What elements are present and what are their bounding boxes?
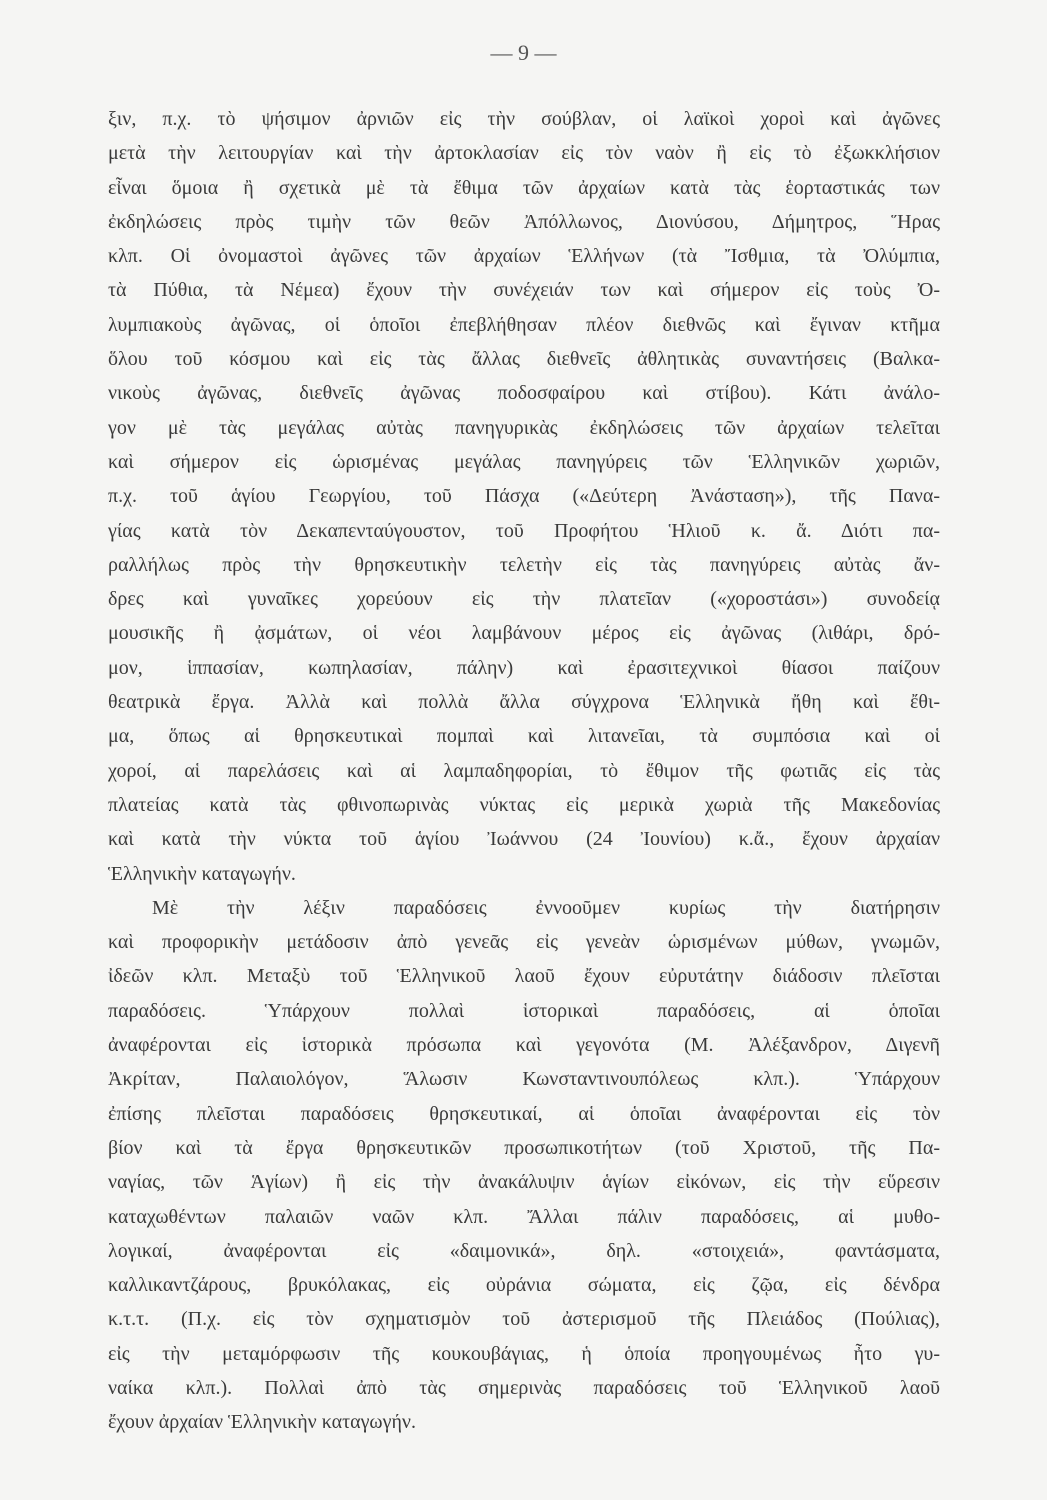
text-line: ξιν, π.χ. τὸ ψήσιμον ἀρνιῶν εἰς τὴν σούβλαν, οἱ λαϊκοὶ χοροὶ καὶ ἀγῶνες: [108, 108, 940, 130]
text-line: Μὲ τὴν λέξιν παραδόσεις ἐννοοῦμεν κυρίως τὴν διατήρησιν: [152, 896, 940, 919]
text-line: παραδόσεις. Ὑπάρχουν πολλαὶ ἱστορικαὶ παραδόσεις, αἱ ὁποῖαι: [108, 999, 940, 1022]
text-line: γον μὲ τὰς μεγάλας αὐτὰς πανηγυρικὰς ἐκδηλώσεις τῶν ἀρχαίων τελεῖται: [108, 416, 940, 439]
text-line: π.χ. τοῦ ἁγίου Γεωργίου, τοῦ Πάσχα («Δεύτερη Ἀνάσταση»), τῆς Πανα-: [108, 485, 940, 508]
text-line: ραλλήλως πρὸς τὴν θρησκευτικὴν τελετὴν εἰς τὰς πανηγύρεις αὐτὰς ἄν-: [108, 553, 940, 576]
text-line: μα, ὅπως αἱ θρησκευτικαὶ πομπαὶ καὶ λιτανεῖαι, τὰ συμπόσια καὶ οἱ: [108, 725, 940, 748]
text-line: μετὰ τὴν λειτουργίαν καὶ τὴν ἀρτοκλασίαν εἰς τὸν ναὸν ἢ εἰς τὸ ἐξωκκλήσιον: [108, 142, 940, 165]
text-line: κ.τ.τ. (Π.χ. εἰς τὸν σχηματισμὸν τοῦ ἀστερισμοῦ τῆς Πλειάδος (Πούλιας),: [108, 1308, 940, 1331]
text-line: ναίκα κλπ.). Πολλαὶ ἀπὸ τὰς σημερινὰς παραδόσεις τοῦ Ἑλληνικοῦ λαοῦ: [108, 1376, 940, 1399]
text-line: καταχωθέντων παλαιῶν ναῶν κλπ. Ἄλλαι πάλιν παραδόσεις, αἱ μυθο-: [108, 1205, 940, 1228]
body-text: [108, 102, 940, 1440]
text-line: ἔχουν ἀρχαίαν Ἑλληνικὴν καταγωγήν.: [108, 1411, 416, 1434]
page-number: — 9 —: [490, 40, 557, 65]
text-line: ὅλου τοῦ κόσμου καὶ εἰς τὰς ἄλλας διεθνεῖς ἀθλητικὰς συναντήσεις (Βαλκα-: [108, 348, 940, 371]
text-line: λογικαί, ἀναφέρονται εἰς «δαιμονικά», δηλ. «στοιχειά», φαντάσματα,: [108, 1239, 940, 1262]
text-line: Ἑλληνικὴν καταγωγήν.: [108, 862, 296, 885]
text-line: Ἀκρίταν, Παλαιολόγον, Ἅλωσιν Κωνσταντινουπόλεως κλπ.). Ὑπάρχουν: [108, 1068, 940, 1091]
text-line: καλλικαντζάρους, βρυκόλακας, εἰς οὐράνια σώματα, εἰς ζῷα, εἰς δένδρα: [108, 1274, 940, 1297]
text-line: θεατρικὰ ἔργα. Ἀλλὰ καὶ πολλὰ ἄλλα σύγχρονα Ἑλληνικὰ ἤθη καὶ ἔθι-: [108, 691, 940, 714]
paragraph-2: [108, 891, 940, 1440]
text-line: ἐπίσης πλεῖσται παραδόσεις θρησκευτικαί, αἱ ὁποῖαι ἀναφέρονται εἰς τὸν: [108, 1102, 940, 1125]
text-line: μουσικῆς ἢ ᾀσμάτων, οἱ νέοι λαμβάνουν μέρος εἰς ἀγῶνας (λιθάρι, δρό-: [108, 622, 940, 645]
text-line: εἰς τὴν μεταμόρφωσιν τῆς κουκουβάγιας, ἡ ὁποία προηγουμένως ἦτο γυ-: [108, 1342, 940, 1365]
text-line: νικοὺς ἀγῶνας, διεθνεῖς ἀγῶνας ποδοσφαίρου καὶ στίβου). Κάτι ἀνάλο-: [108, 382, 940, 405]
text-line: ἐκδηλώσεις πρὸς τιμὴν τῶν θεῶν Ἀπόλλωνος, Διονύσου, Δήμητρος, Ἥρας: [108, 210, 940, 233]
text-line: ἰδεῶν κλπ. Μεταξὺ τοῦ Ἑλληνικοῦ λαοῦ ἔχουν εὐρυτάτην διάδοσιν πλεῖσται: [108, 965, 940, 988]
text-line: λυμπιακοὺς ἀγῶνας, οἱ ὁποῖοι ἐπεβλήθησαν πλέον διεθνῶς καὶ ἔγιναν κτῆμα: [108, 313, 940, 336]
text-line: γίας κατὰ τὸν Δεκαπενταύγουστον, τοῦ Προφήτου Ἡλιοῦ κ. ἄ. Διότι πα-: [108, 519, 940, 542]
text-line: καὶ προφορικὴν μετάδοσιν ἀπὸ γενεᾶς εἰς γενεὰν ὡρισμένων μύθων, γνωμῶν,: [108, 931, 940, 954]
text-line: μον, ἱππασίαν, κωπηλασίαν, πάλην) καὶ ἐρασιτεχνικοὶ θίασοι παίζουν: [108, 656, 940, 679]
text-line: καὶ κατὰ τὴν νύκτα τοῦ ἁγίου Ἰωάννου (24 Ἰουνίου) κ.ἄ., ἔχουν ἀρχαίαν: [108, 828, 940, 851]
text-line: βίον καὶ τὰ ἔργα θρησκευτικῶν προσωπικοτήτων (τοῦ Χριστοῦ, τῆς Πα-: [108, 1136, 940, 1159]
text-line: τὰ Πύθια, τὰ Νέμεα) ἔχουν τὴν συνέχειάν των καὶ σήμερον εἰς τοὺς Ὀ-: [108, 279, 940, 302]
text-line: πλατείας κατὰ τὰς φθινοπωρινὰς νύκτας εἰς μερικὰ χωριὰ τῆς Μακεδονίας: [108, 793, 940, 816]
text-line: ναγίας, τῶν Ἁγίων) ἢ εἰς τὴν ἀνακάλυψιν ἁγίων εἰκόνων, εἰς τὴν εὕρεσιν: [108, 1171, 940, 1194]
paragraph-1: [108, 102, 940, 891]
text-line: ἀναφέρονται εἰς ἱστορικὰ πρόσωπα καὶ γεγονότα (Μ. Ἀλέξανδρον, Διγενῆ: [108, 1034, 940, 1057]
text-line: κλπ. Οἱ ὀνομαστοὶ ἀγῶνες τῶν ἀρχαίων Ἑλλήνων (τὰ Ἴσθμια, τὰ Ὀλύμπια,: [108, 245, 940, 268]
text-line: δρες καὶ γυναῖκες χορεύουν εἰς τὴν πλατεῖαν («χοροστάσι») συνοδείᾳ: [108, 588, 940, 611]
text-line: χοροί, αἱ παρελάσεις καὶ αἱ λαμπαδηφορίαι, τὸ ἔθιμον τῆς φωτιᾶς εἰς τὰς: [108, 759, 940, 782]
text-line: καὶ σήμερον εἰς ὡρισμένας μεγάλας πανηγύρεις τῶν Ἑλληνικῶν χωριῶν,: [108, 450, 940, 473]
text-line: εἶναι ὅμοια ἢ σχετικὰ μὲ τὰ ἔθιμα τῶν ἀρχαίων κατὰ τὰς ἑορταστικάς των: [108, 176, 940, 199]
